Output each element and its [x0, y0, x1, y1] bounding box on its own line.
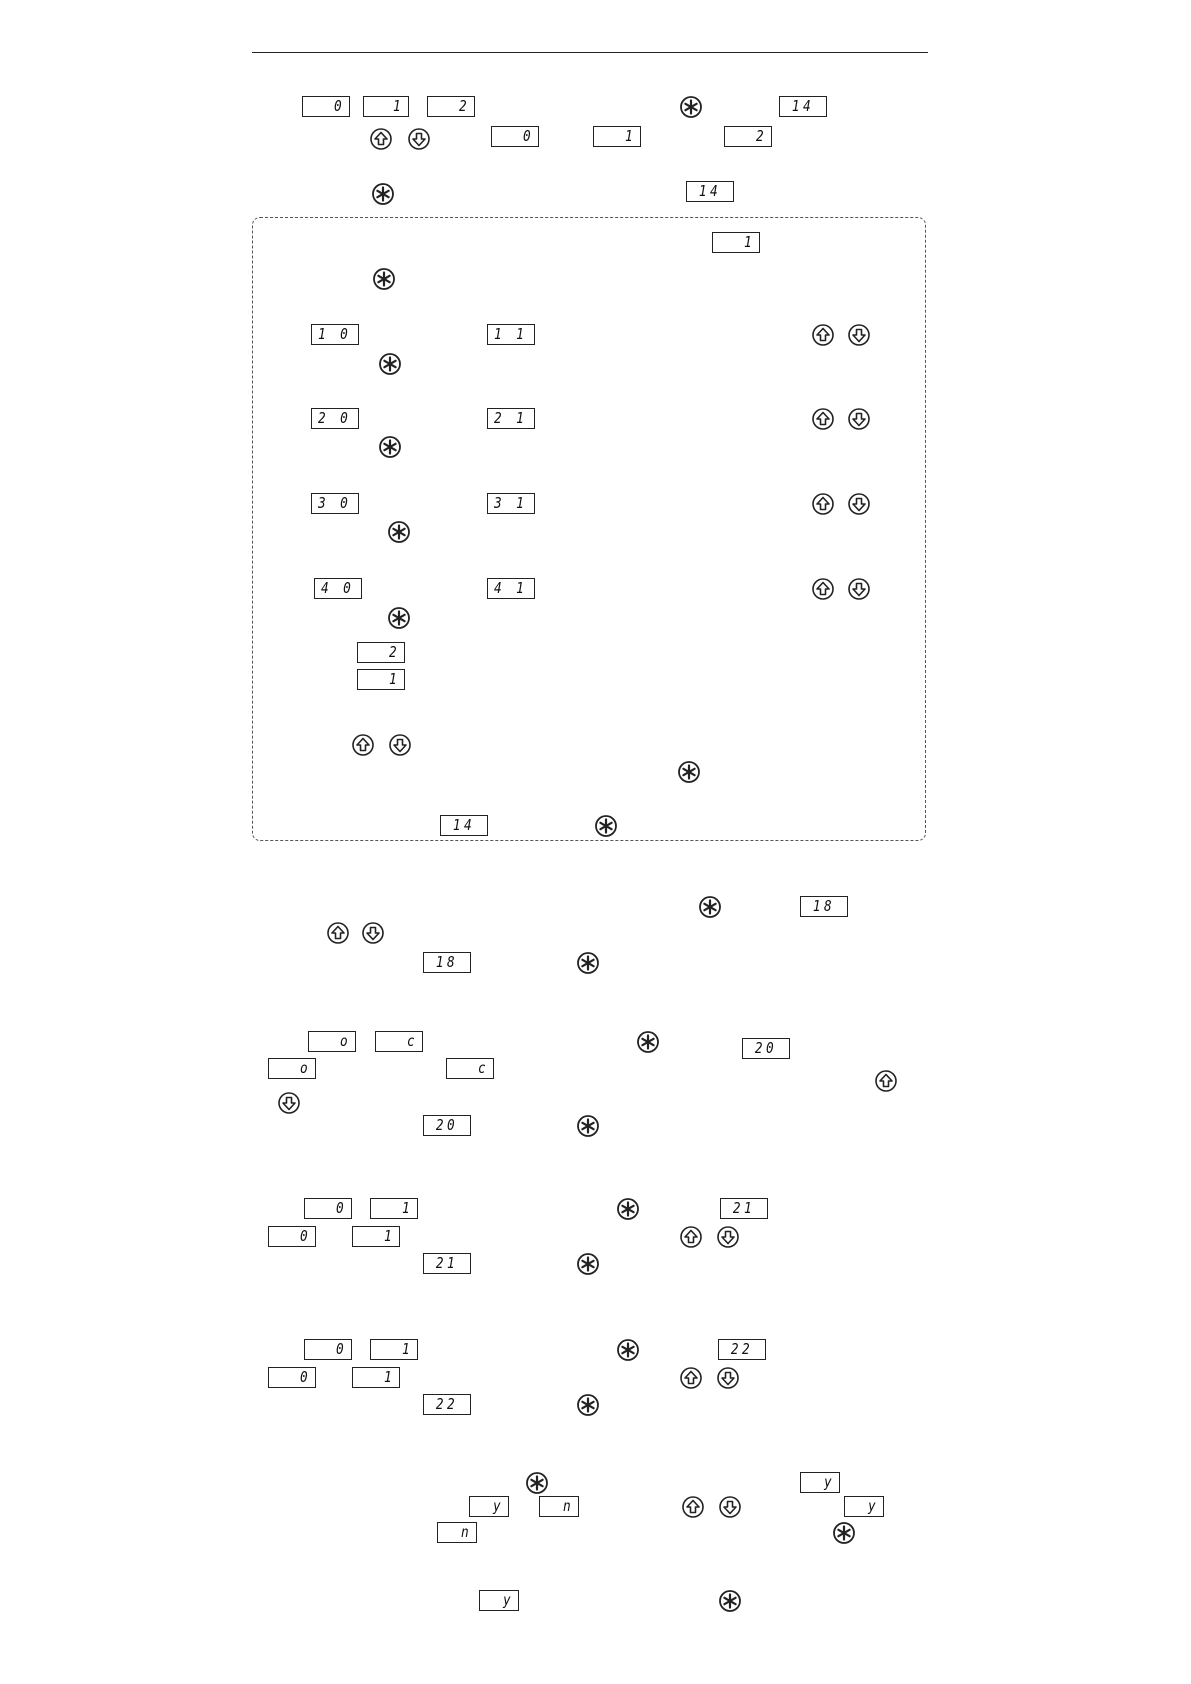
up-arrow-key-icon	[327, 922, 349, 944]
digit-display: 1 1	[487, 324, 535, 345]
digit-display: c	[446, 1058, 494, 1079]
asterisk-key-icon	[699, 896, 721, 918]
down-arrow-key-icon	[848, 578, 870, 600]
asterisk-key-icon	[617, 1339, 639, 1361]
asterisk-key-icon	[388, 607, 410, 629]
up-arrow-key-icon	[812, 324, 834, 346]
digit-display: y	[479, 1590, 519, 1611]
digit-display: 0	[268, 1367, 316, 1388]
asterisk-key-icon	[388, 521, 410, 543]
digit-display: 0	[304, 1198, 352, 1219]
asterisk-key-icon	[379, 436, 401, 458]
digit-display: o	[308, 1031, 356, 1052]
down-arrow-key-icon	[408, 128, 430, 150]
digit-display: n	[539, 1496, 579, 1517]
digit-display: 0	[491, 126, 539, 147]
up-arrow-key-icon	[875, 1070, 897, 1092]
down-arrow-key-icon	[848, 493, 870, 515]
digit-display: c	[375, 1031, 423, 1052]
down-arrow-key-icon	[362, 922, 384, 944]
digit-display: 22	[718, 1339, 766, 1360]
up-arrow-key-icon	[812, 408, 834, 430]
digit-display: 14	[779, 96, 827, 117]
down-arrow-key-icon	[278, 1092, 300, 1114]
digit-display: 1	[370, 1198, 418, 1219]
digit-display: 3 0	[311, 493, 359, 514]
digit-display: 1 0	[311, 324, 359, 345]
digit-display: 20	[423, 1115, 471, 1136]
asterisk-key-icon	[373, 268, 395, 290]
digit-display: 2	[427, 96, 475, 117]
asterisk-key-icon	[372, 183, 394, 205]
digit-display: y	[844, 1496, 884, 1517]
digit-display: 1	[712, 232, 760, 253]
digit-display: 2 0	[311, 408, 359, 429]
down-arrow-key-icon	[848, 324, 870, 346]
down-arrow-key-icon	[717, 1367, 739, 1389]
header-rule	[252, 52, 928, 53]
asterisk-key-icon	[833, 1522, 855, 1544]
asterisk-key-icon	[379, 353, 401, 375]
digit-display: 21	[423, 1253, 471, 1274]
digit-display: 1	[363, 96, 409, 117]
digit-display: 0	[304, 1339, 352, 1360]
up-arrow-key-icon	[812, 578, 834, 600]
asterisk-key-icon	[577, 1115, 599, 1137]
digit-display: y	[800, 1472, 840, 1493]
digit-display: 14	[686, 181, 734, 202]
asterisk-key-icon	[595, 815, 617, 837]
digit-display: 20	[742, 1038, 790, 1059]
asterisk-key-icon	[577, 1394, 599, 1416]
digit-display: 14	[440, 815, 488, 836]
down-arrow-key-icon	[389, 734, 411, 756]
up-arrow-key-icon	[682, 1496, 704, 1518]
digit-display: 18	[423, 952, 471, 973]
asterisk-key-icon	[680, 96, 702, 118]
digit-display: 0	[268, 1226, 316, 1247]
digit-display: 2	[357, 642, 405, 663]
up-arrow-key-icon	[370, 128, 392, 150]
up-arrow-key-icon	[680, 1367, 702, 1389]
asterisk-key-icon	[719, 1590, 741, 1612]
asterisk-key-icon	[637, 1031, 659, 1053]
digit-display: y	[469, 1496, 509, 1517]
asterisk-key-icon	[678, 761, 700, 783]
up-arrow-key-icon	[812, 493, 834, 515]
down-arrow-key-icon	[848, 408, 870, 430]
digit-display: 21	[720, 1198, 768, 1219]
down-arrow-key-icon	[719, 1496, 741, 1518]
digit-display: 1	[352, 1367, 400, 1388]
asterisk-key-icon	[577, 952, 599, 974]
down-arrow-key-icon	[717, 1226, 739, 1248]
digit-display: 4 0	[314, 578, 362, 599]
digit-display: 1	[357, 669, 405, 690]
digit-display: o	[268, 1058, 316, 1079]
up-arrow-key-icon	[352, 734, 374, 756]
asterisk-key-icon	[526, 1472, 548, 1494]
digit-display: 2	[724, 126, 772, 147]
digit-display: 1	[352, 1226, 400, 1247]
digit-display: 3 1	[487, 493, 535, 514]
asterisk-key-icon	[577, 1253, 599, 1275]
digit-display: 22	[423, 1394, 471, 1415]
asterisk-key-icon	[617, 1198, 639, 1220]
digit-display: 0	[302, 96, 350, 117]
digit-display: 4 1	[487, 578, 535, 599]
up-arrow-key-icon	[680, 1226, 702, 1248]
digit-display: 1	[370, 1339, 418, 1360]
digit-display: n	[437, 1522, 477, 1543]
digit-display: 2 1	[487, 408, 535, 429]
digit-display: 18	[800, 896, 848, 917]
digit-display: 1	[593, 126, 641, 147]
